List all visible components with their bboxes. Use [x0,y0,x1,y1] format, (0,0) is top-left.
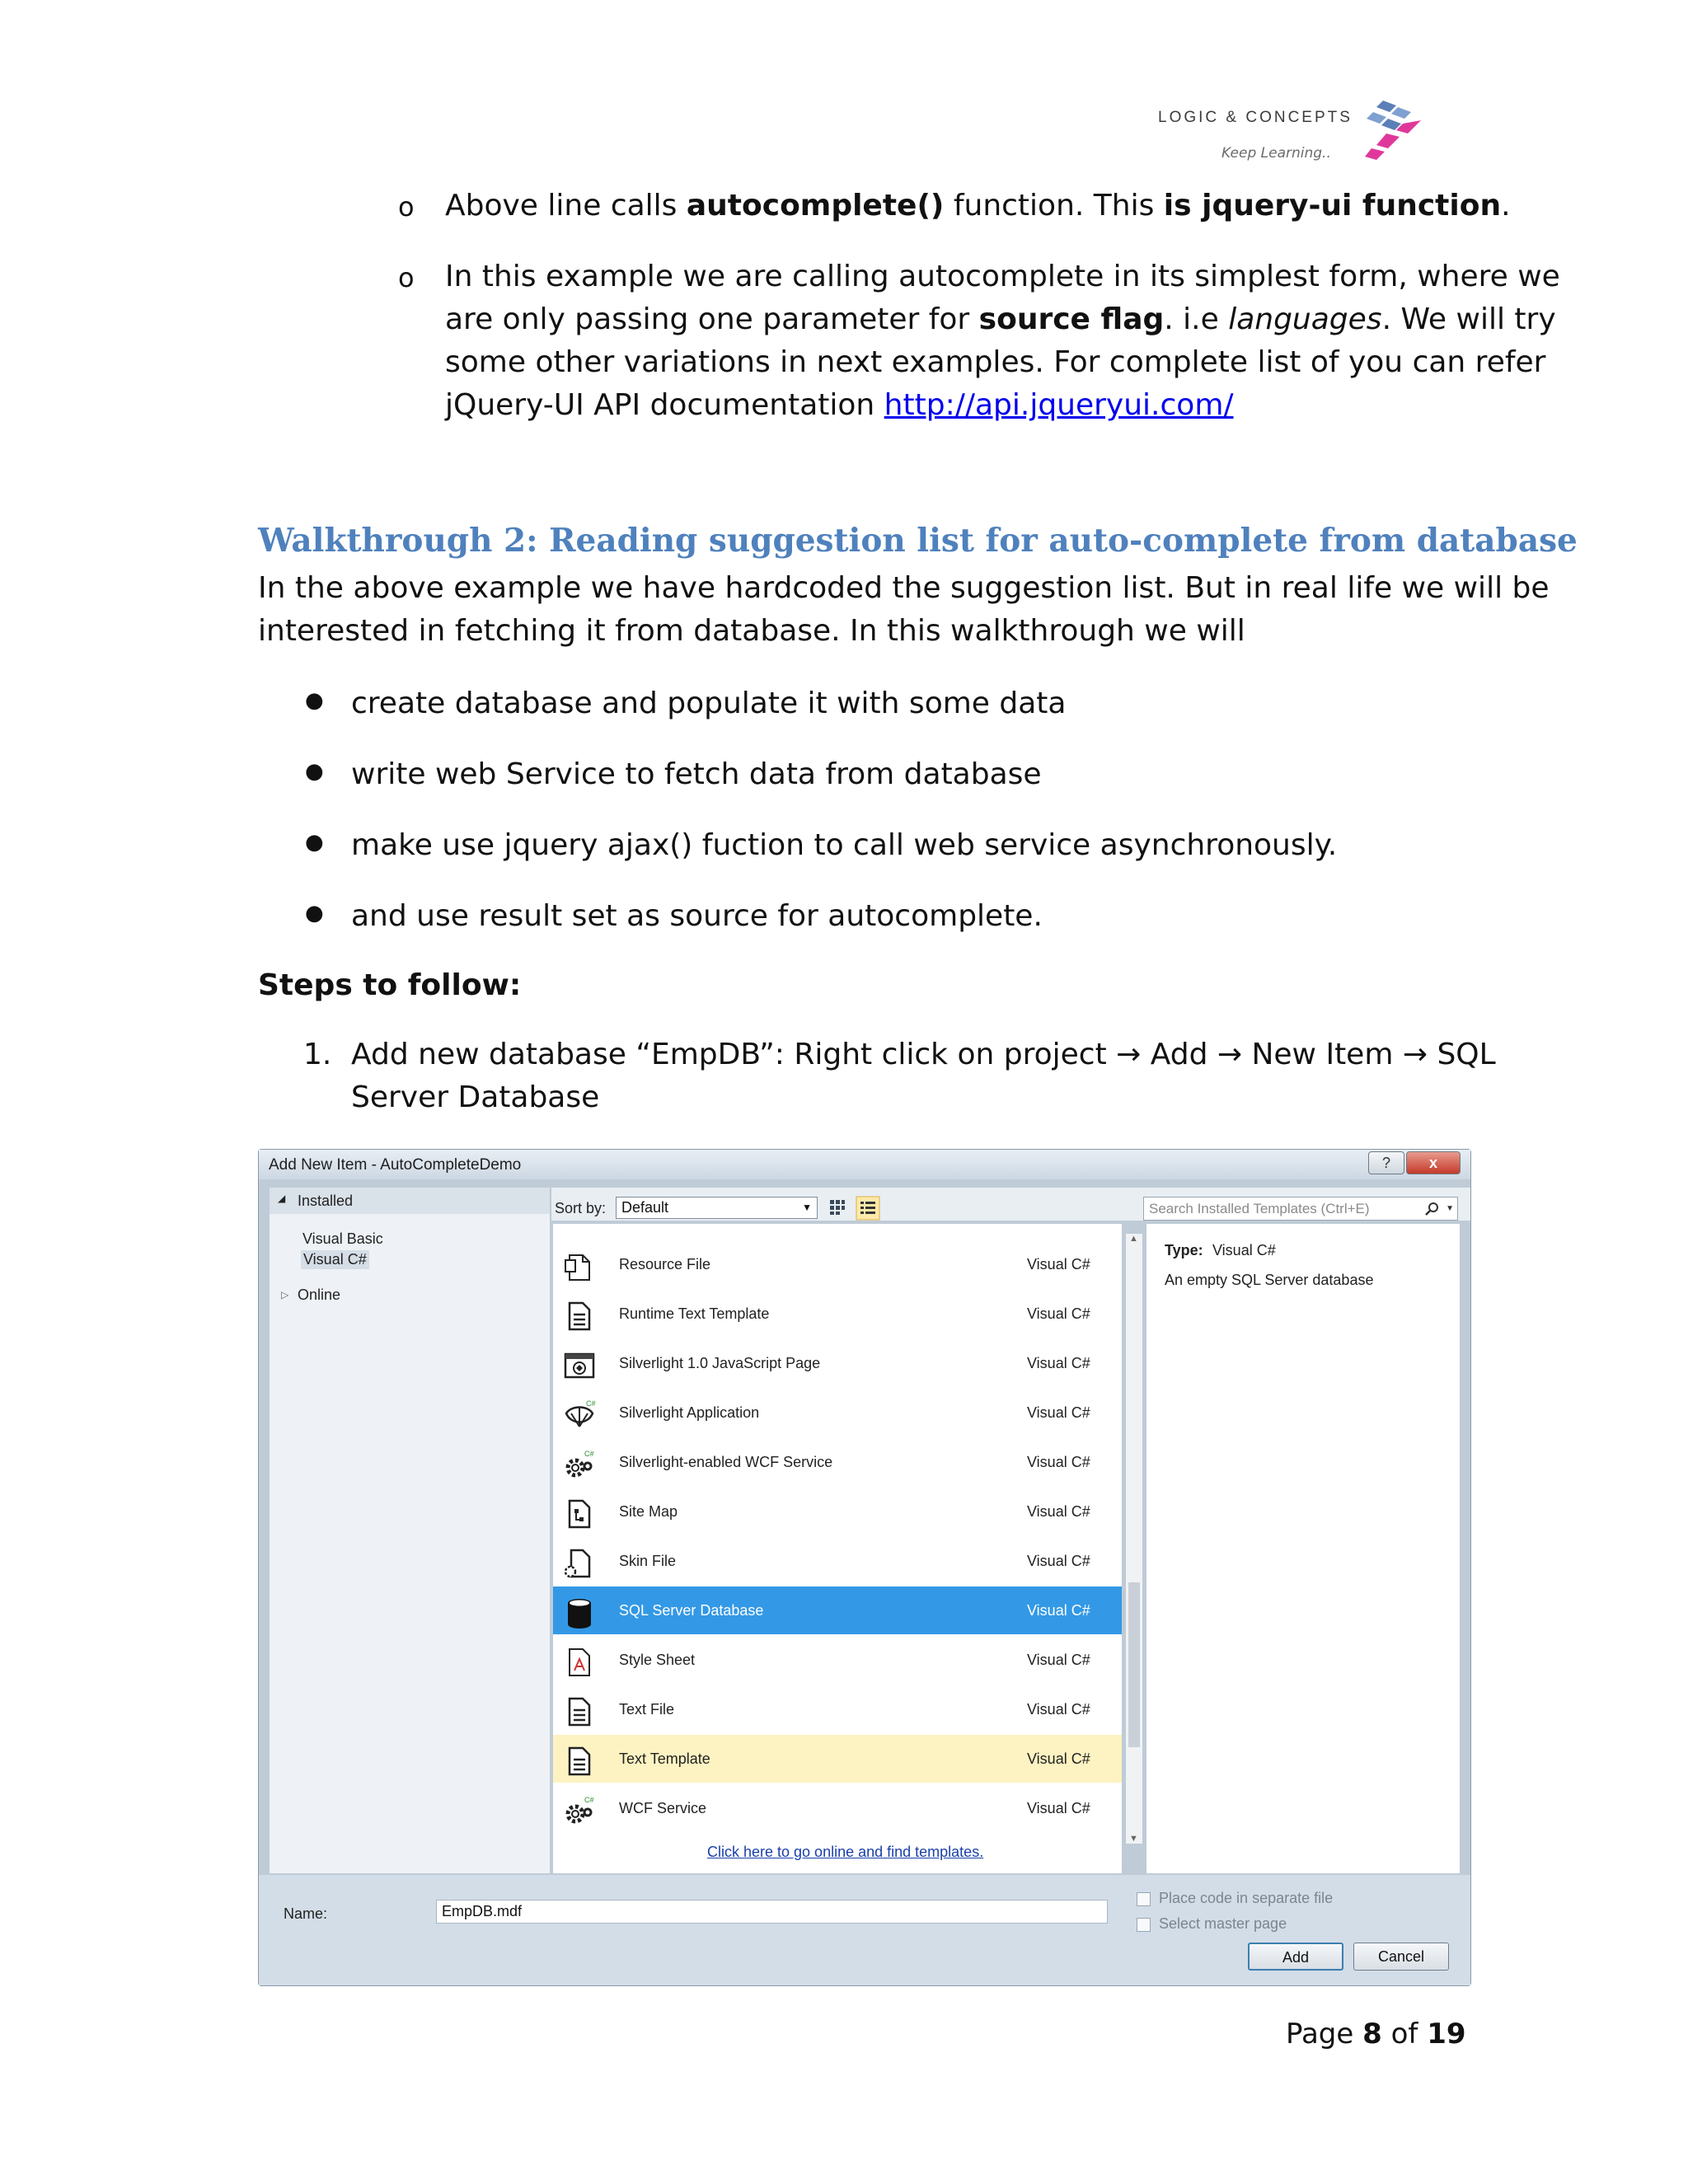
list-item[interactable]: C# Silverlight-enabled WCF Service Visual C# [553,1438,1122,1486]
master-page-checkbox[interactable] [1137,1918,1151,1932]
logo-tagline: Keep Learning.. [1221,145,1331,162]
list-item[interactable]: Resource File Visual C# [553,1240,1122,1288]
bullet-dot: ● [305,901,324,926]
sitemap-icon [563,1497,596,1530]
api-docs-link[interactable]: http://api.jqueryui.com/ [884,388,1234,422]
separate-file-label: Place code in separate file [1159,1890,1334,1906]
svg-text:C#: C# [584,1796,594,1804]
bullet-item: write web Service to fetch data from database [351,757,1042,791]
list-item[interactable]: Text File Visual C# [553,1685,1122,1733]
master-page-label: Select master page [1159,1915,1287,1932]
text-document-icon [563,1745,596,1778]
bullet-dot: ● [305,830,324,855]
bullet-item: create database and populate it with some data [351,687,1067,720]
gear-service-icon [563,1448,596,1481]
bullet-dot: ● [305,759,324,784]
expanded-arrow-icon: ◢ [278,1193,286,1204]
tree-item-visual-csharp[interactable]: Visual C# [301,1250,369,1269]
logo-text: LOGIC & CONCEPTS [1158,109,1353,126]
type-value: Visual C# [1212,1242,1276,1258]
bullet-item: and use result set as source for autocomplete. [351,899,1043,933]
tree-installed[interactable]: Installed [298,1193,354,1209]
list-item[interactable]: Silverlight 1.0 JavaScript Page Visual C# [553,1339,1122,1387]
template-description: An empty SQL Server database [1165,1272,1374,1288]
list-item-hover[interactable]: Text Template Visual C# [553,1735,1122,1783]
silverlight-app-icon [563,1399,596,1432]
tree-online[interactable]: Online [298,1286,341,1303]
scroll-down-icon[interactable]: ▼ [1129,1834,1138,1844]
tree-item-visual-basic[interactable]: Visual Basic [302,1230,383,1247]
template-list [553,1224,1122,1873]
medium-icons-view-icon[interactable] [828,1197,847,1217]
dialog-titlebar [259,1150,1470,1179]
silverlight-page-icon [563,1349,596,1382]
circle-bullet: o [398,191,415,223]
dialog-title: Add New Item - AutoCompleteDemo [269,1156,522,1174]
list-item[interactable]: Style Sheet Visual C# [553,1636,1122,1684]
tree-header [270,1188,550,1214]
text-document-icon [563,1300,596,1333]
scroll-up-icon[interactable]: ▲ [1129,1234,1138,1244]
details-pane [1146,1224,1460,1873]
intro-point-1: Above line calls autocomplete() function. This is jquery-ui function. [445,189,1511,223]
list-item[interactable]: Runtime Text Template Visual C# [553,1290,1122,1338]
document-icon [563,1250,596,1283]
name-field[interactable]: EmpDB.mdf [436,1900,1108,1924]
dropdown-arrow-icon: ▼ [1446,1204,1454,1213]
search-input[interactable]: Search Installed Templates (Ctrl+E) ▼ [1143,1197,1458,1221]
name-label: Name: [284,1905,328,1922]
scroll-thumb[interactable] [1128,1582,1140,1747]
list-scrollbar[interactable] [1126,1234,1142,1844]
list-item[interactable]: Site Map Visual C# [553,1488,1122,1535]
bullet-item: make use jquery ajax() fuction to call web service asynchronously. [351,828,1338,862]
template-tree [270,1188,550,1873]
stylesheet-icon [563,1646,596,1679]
section-heading: Walkthrough 2: Reading suggestion list for auto-complete from database [258,522,1578,560]
list-view-icon[interactable] [856,1196,880,1221]
close-button[interactable]: x [1406,1151,1461,1174]
bullet-dot: ● [305,688,324,713]
logo-mark-icon [1360,97,1426,163]
help-button[interactable]: ? [1368,1151,1404,1174]
cancel-button[interactable]: Cancel [1353,1943,1449,1971]
step-1-text: Add new database “EmpDB”: Right click on project → Add → New Item → SQL Server Database [351,1038,1496,1114]
text-document-icon [563,1695,596,1728]
list-item-selected[interactable]: SQL Server Database Visual C# [553,1586,1122,1634]
gear-service-icon [563,1794,596,1827]
online-templates-link[interactable]: Click here to go online and find templates. [707,1844,984,1860]
type-label: Type: [1165,1242,1203,1258]
dropdown-arrow-icon: ▼ [802,1202,812,1213]
sort-select[interactable]: Default ▼ [616,1197,818,1219]
add-button[interactable]: Add [1248,1943,1343,1971]
steps-heading: Steps to follow: [258,968,522,1002]
walkthrough-paragraph: In the above example we have hardcoded the suggestion list. But in real life we will be interested in fetching it from database. In this walkthrough we will [258,571,1550,648]
circle-bullet: o [398,262,415,293]
sort-label: Sort by: [555,1200,607,1216]
search-icon [1424,1201,1441,1217]
list-item[interactable]: C# Silverlight Application Visual C# [553,1389,1122,1436]
list-item[interactable]: C# WCF Service Visual C# [553,1784,1122,1832]
page-number: Page 8 of 19 [1286,2018,1466,2050]
step-number: 1. [303,1038,332,1071]
list-item[interactable]: Skin File Visual C# [553,1537,1122,1585]
collapsed-arrow-icon: ▷ [281,1289,289,1301]
skin-file-icon [563,1547,596,1580]
svg-text:C#: C# [586,1399,596,1408]
separate-file-checkbox[interactable] [1137,1892,1151,1906]
database-icon [563,1596,596,1629]
add-new-item-dialog [258,1149,1471,1986]
svg-text:C#: C# [584,1450,594,1458]
intro-point-2: In this example we are calling autocomplete in its simplest form, where we are only passing one parameter for source flag. i.e languages. We will try some other variations in next examples. For complete list of you can refer jQuery-UI API documentation http://api.jqueryui.com/ [445,260,1560,422]
